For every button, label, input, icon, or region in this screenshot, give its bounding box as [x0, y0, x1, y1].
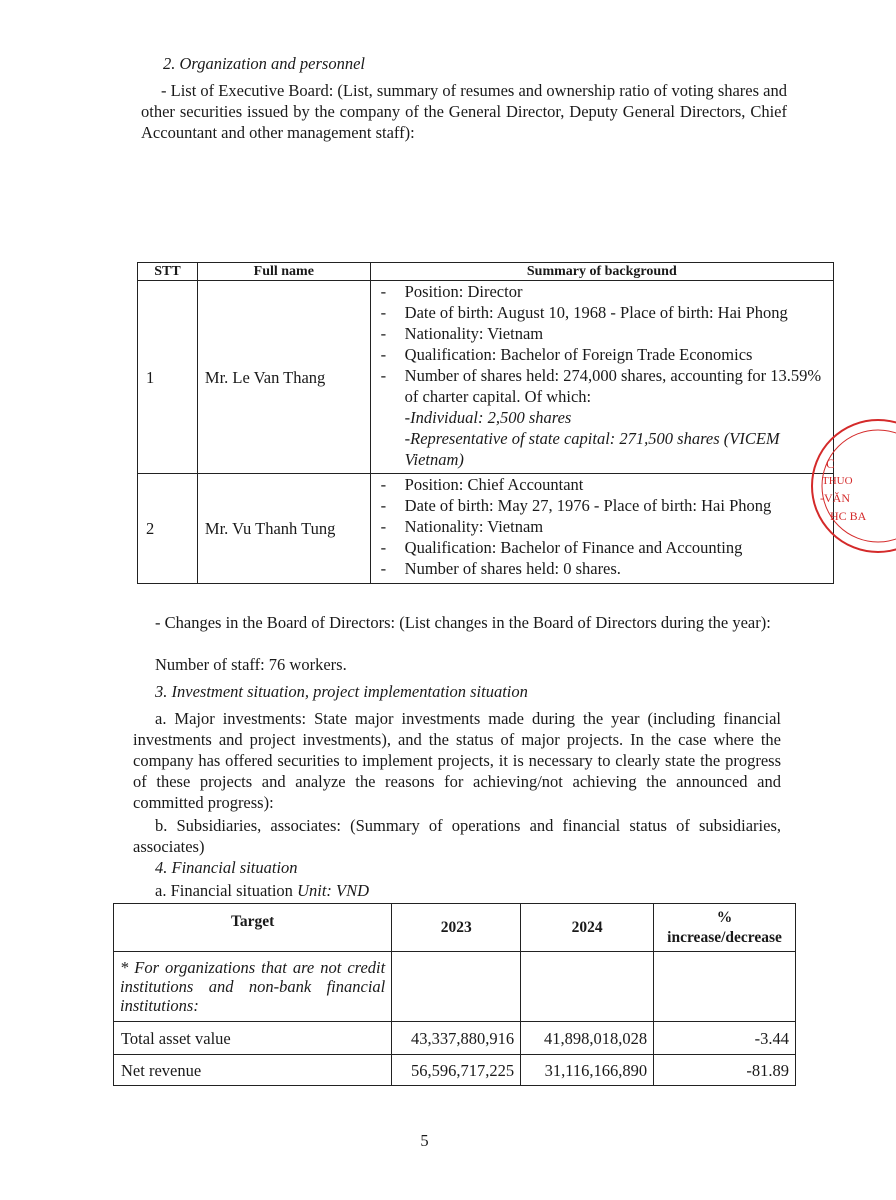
summary-item: - Position: Chief Accountant [381, 474, 831, 495]
row-change-value: -3.44 [654, 1022, 796, 1055]
section-3-heading: 3. Investment situation, project implementation situation [155, 682, 528, 701]
summary-item: - Nationality: Vietnam [381, 323, 831, 344]
header-stt: STT [138, 263, 198, 281]
summary-subitem: -Representative of state capital: 271,500 shares (VICEM Vietnam) [404, 429, 780, 469]
table-row [114, 952, 796, 1022]
financial-situation-label [155, 880, 369, 901]
row-full-name: Mr. Le Van Thang [197, 281, 370, 474]
empty-cell [654, 952, 796, 1022]
summary-item: - Number of shares held: 274,000 shares, accounting for 13.59% of charter capital. Of which: [381, 365, 831, 407]
table-header-row [114, 904, 796, 952]
major-investments-text: a. Major investments: State major investments made during the year (including financial investments and project investments), and the status of major projects. In the case where the company has offered securities to implement projects, it is necessary to clearly state the progress of these projects and analyze the reasons for achieving/not achieving the announced and committed progress): [133, 709, 781, 812]
page-number: 5 [420, 1131, 429, 1150]
summary-item: - Date of birth: May 27, 1976 - Place of birth: Hai Phong [381, 495, 831, 516]
table-row [138, 281, 834, 474]
header-increase-decrease: increase/decrease [667, 928, 782, 946]
header-2023: 2023 [392, 904, 521, 952]
financial-table [113, 903, 796, 1086]
row-full-name: Mr. Vu Thanh Tung [197, 474, 370, 584]
svg-text:-VĂN: -VĂN [820, 491, 850, 505]
empty-cell [521, 952, 654, 1022]
unit-label: Unit: VND [297, 881, 370, 900]
financial-sub-label: a. Financial situation [155, 881, 293, 900]
summary-item: - Position: Director [381, 281, 831, 302]
row-summary [370, 474, 833, 584]
table-row [138, 474, 834, 584]
summary-item: - Qualification: Bachelor of Foreign Trade Economics [381, 344, 831, 365]
header-full-name: Full name [197, 263, 370, 281]
staff-count-text: Number of staff: 76 workers. [155, 655, 347, 674]
summary-item: - Date of birth: August 10, 1968 - Place of birth: Hai Phong [381, 302, 831, 323]
table-row [114, 1055, 796, 1086]
board-changes-text: - Changes in the Board of Directors: (List changes in the Board of Directors during the year): [155, 613, 771, 632]
row-summary [370, 281, 833, 474]
row-2024-value: 41,898,018,028 [521, 1022, 654, 1055]
row-target: Total asset value [114, 1022, 392, 1055]
row-stt: 1 [138, 281, 198, 474]
executive-board-table [137, 262, 834, 584]
header-percent-symbol: % [716, 908, 733, 926]
row-target: Net revenue [114, 1055, 392, 1086]
row-2024-value: 31,116,166,890 [521, 1055, 654, 1086]
row-stt: 2 [138, 474, 198, 584]
svg-text:HC BA: HC BA [830, 509, 867, 523]
executive-board-intro: - List of Executive Board: (List, summary of resumes and ownership ratio of voting shares and other securities issued by the company of the General Director, Deputy General Directors, Chief Accountant and other management staff): [141, 81, 787, 142]
row-2023-value: 56,596,717,225 [392, 1055, 521, 1086]
empty-cell [392, 952, 521, 1022]
summary-item: - Number of shares held: 0 shares. [381, 558, 831, 579]
summary-subitem: -Individual: 2,500 shares [404, 408, 572, 427]
section-4-heading [155, 857, 298, 878]
subsidiaries-text: b. Subsidiaries, associates: (Summary of operations and financial status of subsidiaries, associates) [133, 816, 781, 856]
svg-text:C: C [826, 456, 835, 471]
svg-text:THUO: THUO [822, 475, 853, 487]
summary-item: - Qualification: Bachelor of Finance and Accounting [381, 537, 831, 558]
row-change-value: -81.89 [654, 1055, 796, 1086]
summary-item: - Nationality: Vietnam [381, 516, 831, 537]
header-2024: 2024 [521, 904, 654, 952]
table-row [114, 1022, 796, 1055]
note-cell: * For organizations that are not credit institutions and non-bank financial institutions: [114, 952, 392, 1022]
header-summary: Summary of background [370, 263, 833, 281]
red-stamp-seal [806, 408, 896, 568]
row-2023-value: 43,337,880,916 [392, 1022, 521, 1055]
header-target: Target [114, 904, 392, 952]
header-percent-change [654, 904, 796, 952]
table-header-row [138, 263, 834, 281]
section-4-heading-text: 4. Financial situation [155, 858, 298, 877]
section-2-heading: 2. Organization and personnel [163, 54, 365, 73]
